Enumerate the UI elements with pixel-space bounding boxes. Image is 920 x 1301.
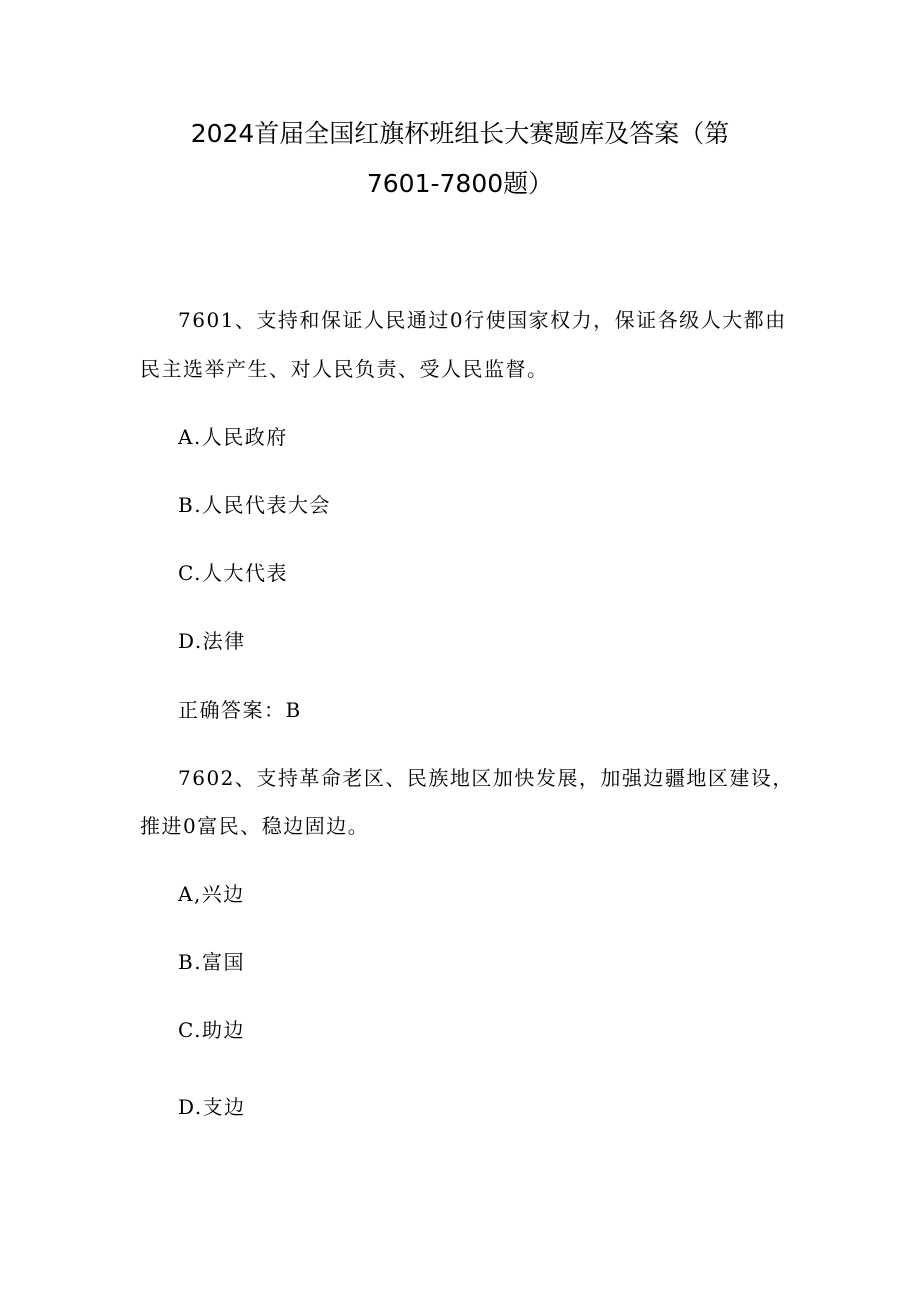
question-7602-option-b: B.富国 <box>178 950 246 974</box>
question-7602-option-d: D.支边 <box>178 1095 246 1119</box>
question-7602-option-a: A,兴边 <box>178 882 245 906</box>
question-7601-option-c: C.人大代表 <box>178 561 288 585</box>
document-title-line-1: 2024首届全国红旗杯班组长大赛题库及答案（第 <box>190 119 730 148</box>
document-title-line-2: 7601-7800题） <box>366 169 554 198</box>
question-7602-stem-line-2: 推进0富民、稳边固边。 <box>140 814 370 838</box>
question-7601-option-b: B.人民代表大会 <box>178 493 332 517</box>
question-7601-option-d: D.法律 <box>178 629 246 653</box>
question-7602-stem-line-1: 7602、支持革命老区、民族地区加快发展，加强边疆地区建设， <box>178 766 794 790</box>
question-7601-stem-line-2: 民主选举产生、对人民负责、受人民监督。 <box>140 357 549 381</box>
question-7601-answer: 正确答案：B <box>178 698 302 722</box>
question-7601-stem-line-1: 7601、支持和保证人民通过0行使国家权力，保证各级人大都由 <box>178 308 787 332</box>
question-7602-option-c: C.助边 <box>178 1018 245 1042</box>
question-7601-option-a: A.人民政府 <box>178 425 288 449</box>
